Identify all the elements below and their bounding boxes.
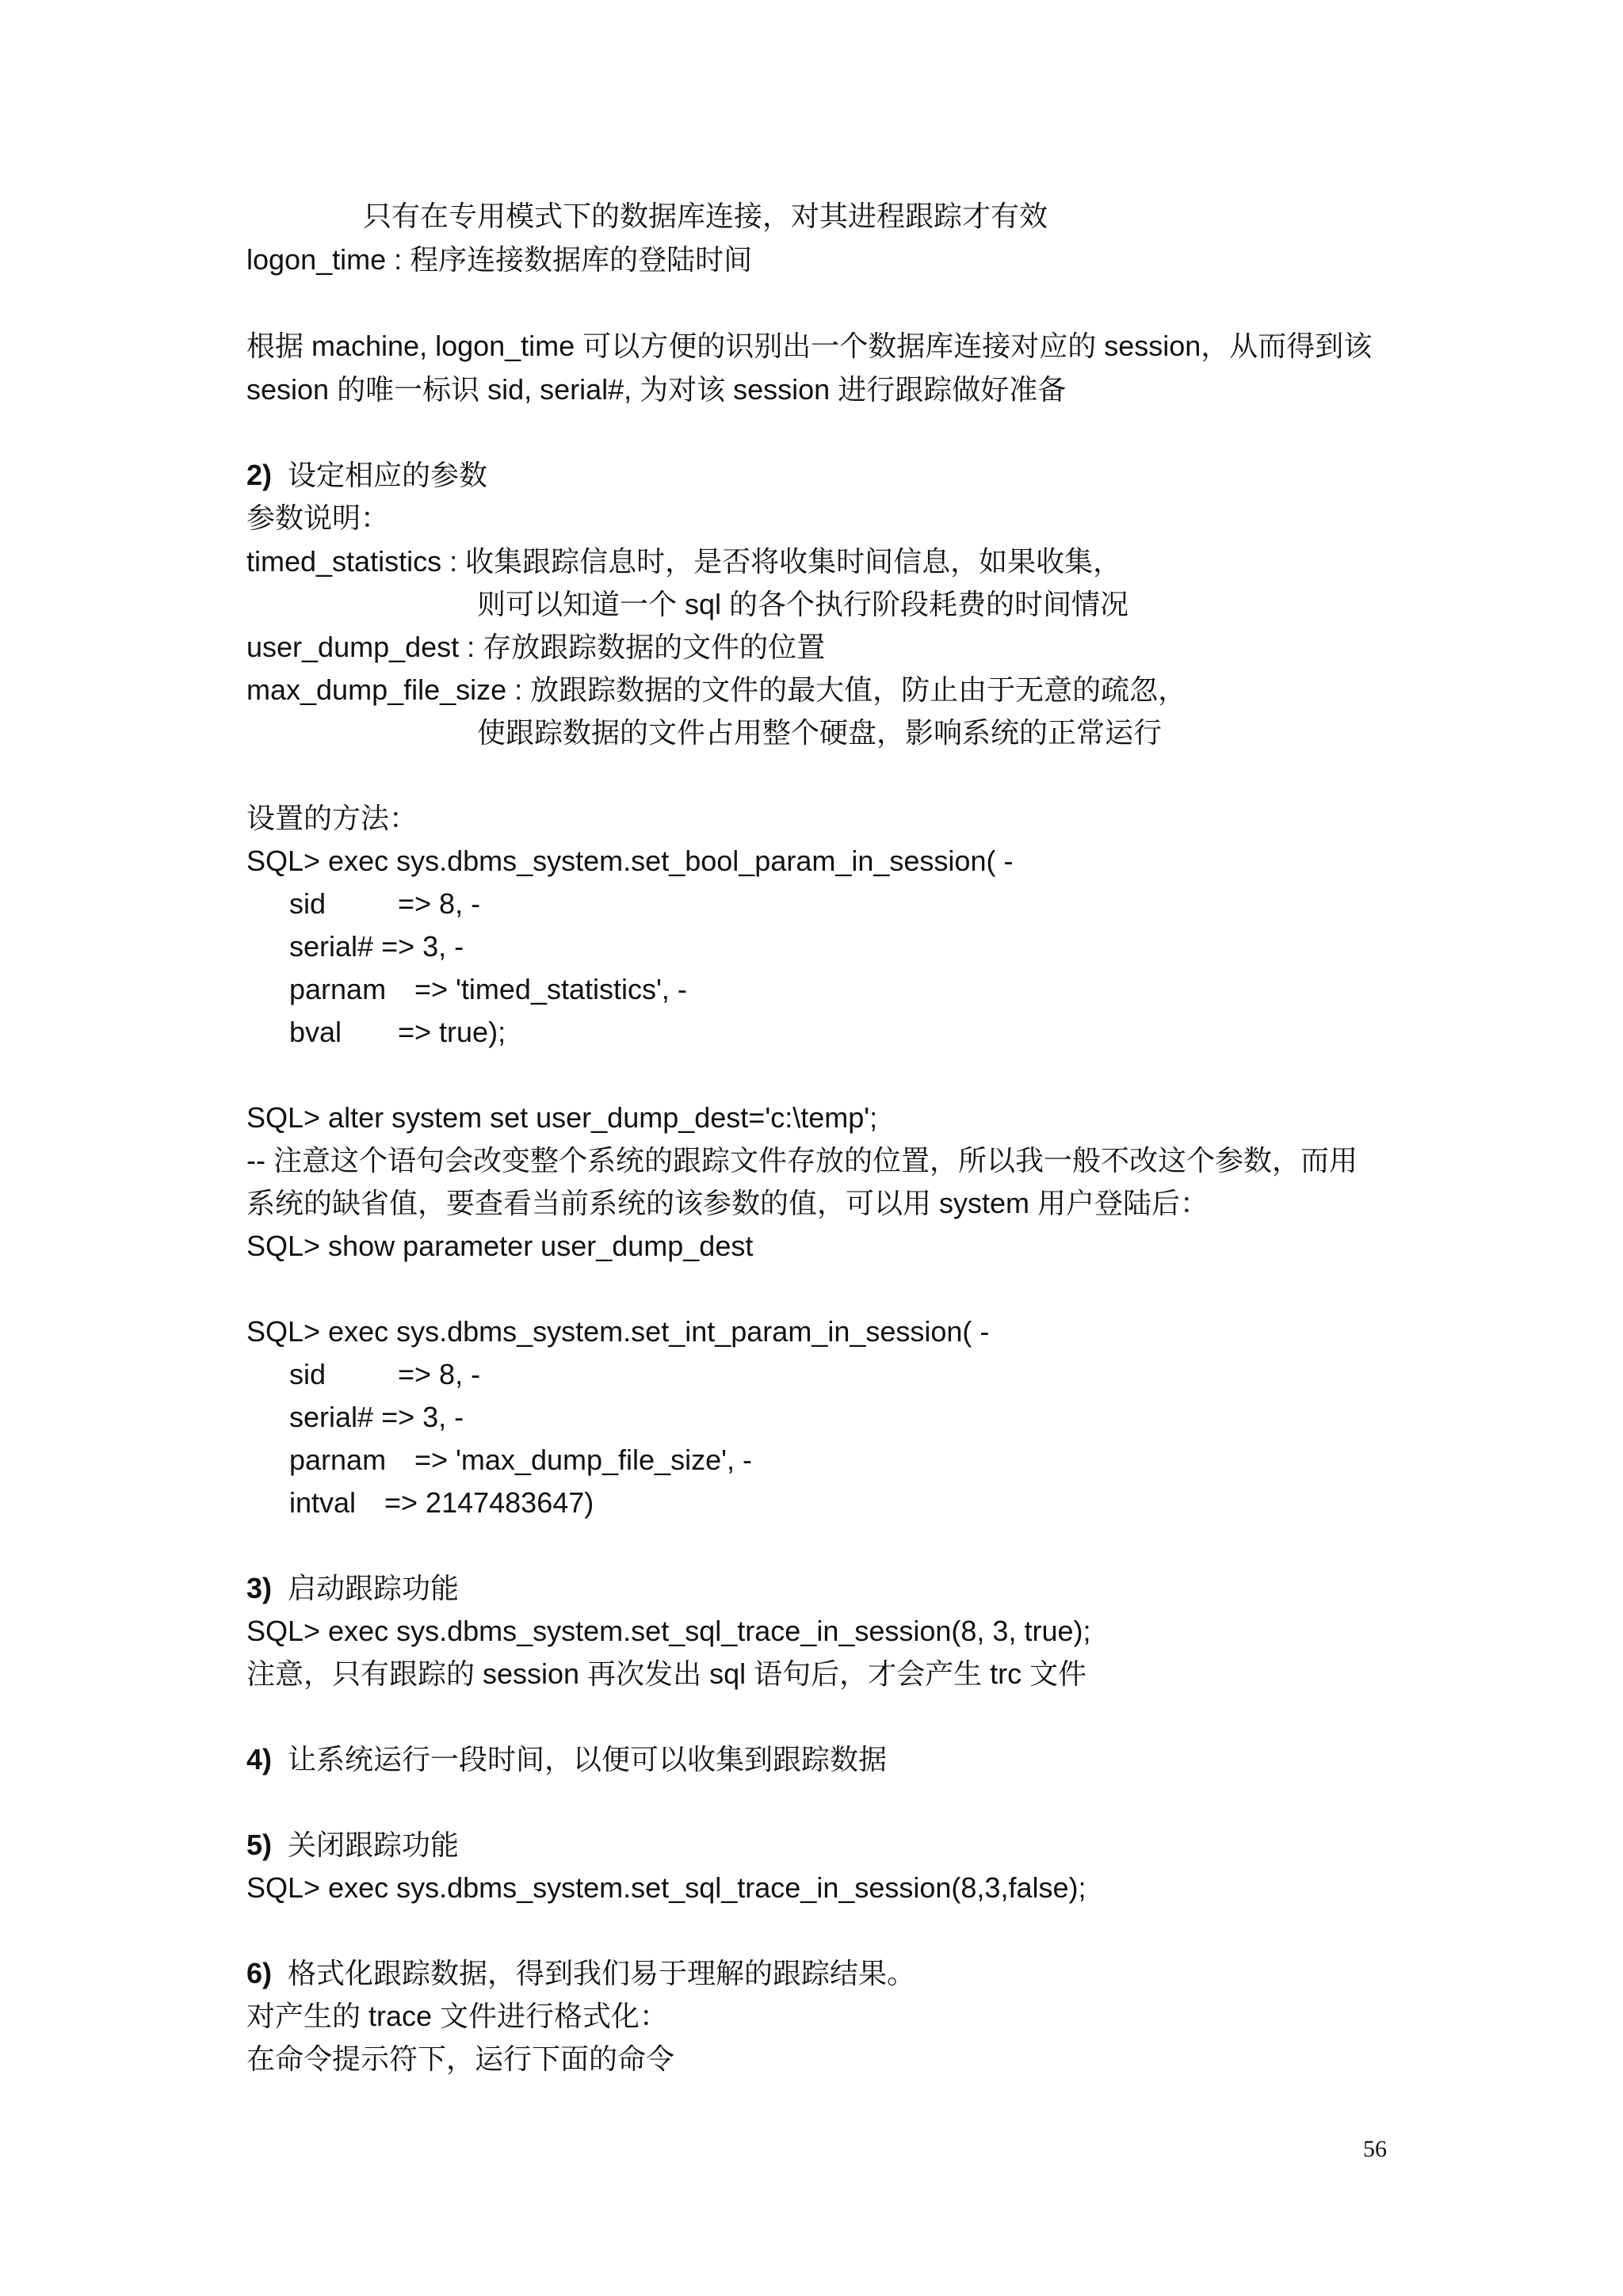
step-6-heading [246,1956,915,1991]
bool-arg-serial [289,929,464,964]
step-6-number: 6) [246,1957,273,1989]
arg-name: parnam [289,1444,387,1476]
page-number: 56 [1363,2136,1387,2162]
step-6-title: 格式化跟踪数据，得到我们易于理解的跟踪结果。 [288,1957,916,1989]
arg-value: => 'timed_statistics', - [414,973,687,1005]
timed-statistics-line-1: timed_statistics : 收集跟踪信息时，是否将收集时间信息，如果收集， [246,545,1122,578]
user-dump-dest-line: user_dump_dest : 存放跟踪数据的文件的位置 [246,631,826,663]
int-param-call: SQL> exec sys.dbms_system.set_int_param_in_session( - [246,1315,990,1348]
arg-value: => 8, - [398,1358,481,1390]
arg-value: => true); [398,1016,506,1048]
step-4-title: 让系统运行一段时间，以便可以收集到跟踪数据 [288,1743,888,1775]
arg-name: serial# [289,1401,374,1433]
max-dump-file-size-line-1: max_dump_file_size : 放跟踪数据的文件的最大值，防止由于无意的疏忽， [246,673,1187,706]
arg-name: bval [289,1016,342,1048]
step-2-heading [246,458,487,493]
step-2-title: 设定相应的参数 [288,459,488,491]
int-arg-sid [289,1357,480,1392]
format-trace-line: 对产生的 trace 文件进行格式化： [246,2000,669,2032]
step-3-title: 启动跟踪功能 [288,1572,460,1604]
comment-line-2: 系统的缺省值，要查看当前系统的该参数的值，可以用 system 用户登陆后： [246,1187,1209,1219]
arg-name: sid [289,887,327,920]
step-4-heading [246,1742,887,1777]
comment-line-1: -- 注意这个语句会改变整个系统的跟踪文件存放的位置，所以我一般不改这个参数，而用 [246,1144,1358,1177]
max-dump-file-size-line-2: 使跟踪数据的文件占用整个硬盘，影响系统的正常运行 [477,716,1163,749]
bool-arg-sid [289,887,480,921]
bool-arg-parnam [289,972,687,1007]
dedicated-mode-note: 只有在专用模式下的数据库连接，对其进程跟踪才有效 [363,200,1048,232]
bool-arg-bval [289,1015,506,1050]
step-2-number: 2) [246,459,273,491]
trace-note: 注意，只有跟踪的 session 再次发出 sql 语句后，才会产生 trc 文件 [246,1657,1087,1690]
int-arg-intval [289,1486,594,1520]
method-heading: 设置的方法： [246,802,418,834]
start-trace-sql: SQL> exec sys.dbms_system.set_sql_trace_in_session(8, 3, true); [246,1615,1091,1647]
arg-value: => 'max_dump_file_size', - [414,1444,752,1476]
arg-name: sid [289,1358,327,1390]
timed-statistics-line-2: 则可以知道一个 sql 的各个执行阶段耗费的时间情况 [477,588,1129,620]
show-parameter-sql: SQL> show parameter user_dump_dest [246,1230,754,1262]
params-heading: 参数说明： [246,502,390,534]
arg-value: => 3, - [381,1401,464,1433]
int-arg-serial [289,1400,464,1435]
arg-name: intval [289,1486,357,1519]
stop-trace-sql: SQL> exec sys.dbms_system.set_sql_trace_in_session(8,3,false); [246,1871,1086,1904]
step-5-title: 关闭跟踪功能 [288,1829,460,1861]
logon-time-line: logon_time : 程序连接数据库的登陆时间 [246,243,753,276]
arg-value: => 3, - [381,930,464,963]
step-4-number: 4) [246,1743,273,1775]
bool-param-call: SQL> exec sys.dbms_system.set_bool_param_in_session( - [246,845,1014,877]
int-arg-parnam [289,1443,752,1478]
step-3-number: 3) [246,1572,273,1604]
command-prompt-line: 在命令提示符下，运行下面的命令 [246,2042,675,2075]
step-5-heading [246,1828,459,1863]
arg-value: => 8, - [398,887,481,920]
arg-name: serial# [289,930,374,963]
arg-value: => 2147483647) [384,1486,594,1519]
step-3-heading [246,1571,459,1606]
identify-session-line-2: sesion 的唯一标识 sid, serial#, 为对该 session 进行跟踪做好准备 [246,373,1067,406]
identify-session-line-1: 根据 machine, logon_time 可以方便的识别出一个数据库连接对应的 session，从而得到该 [246,330,1373,362]
arg-name: parnam [289,973,387,1005]
alter-system-sql: SQL> alter system set user_dump_dest='c:\temp'; [246,1101,878,1134]
step-5-number: 5) [246,1829,273,1861]
